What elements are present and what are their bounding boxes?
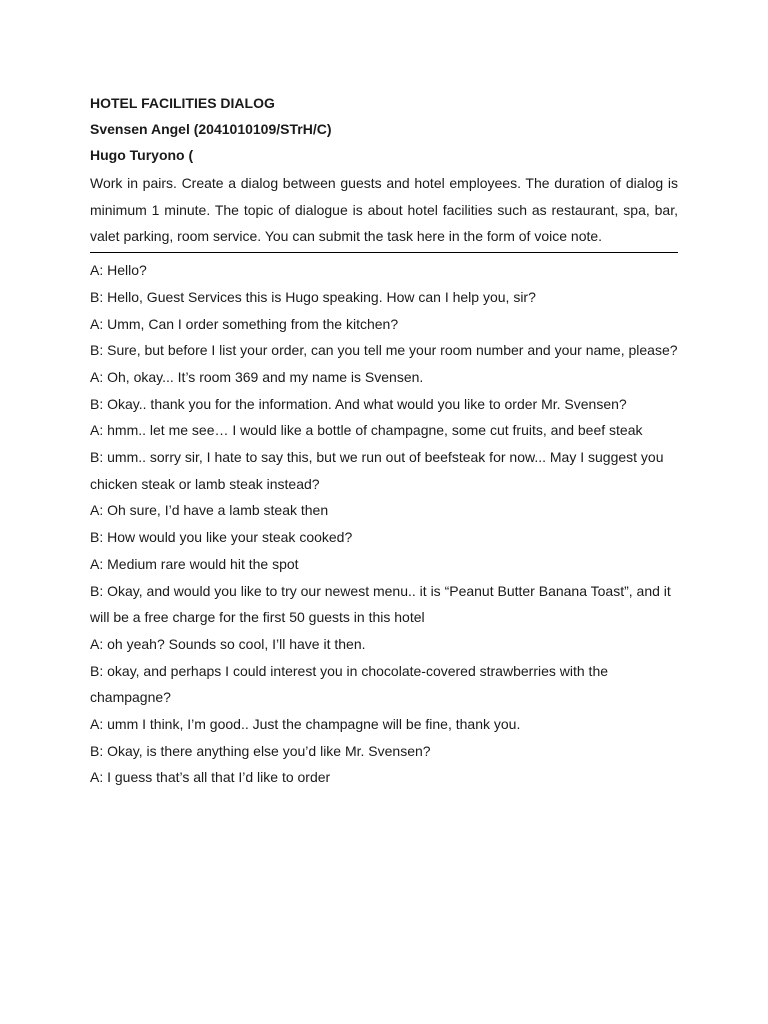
dialog-line: A: Oh sure, I’d have a lamb steak then [90, 502, 329, 519]
dialog-line: A: oh yeah? Sounds so cool, I’ll have it then. [90, 635, 366, 652]
author-line-1: Svensen Angel (2041010109/STrH/C) [90, 121, 332, 137]
dialog-line: B: Okay.. thank you for the information. And what would you like to order Mr. Svensen? [90, 395, 627, 412]
dialog-line: A: Oh, okay... It’s room 369 and my name is Svensen. [90, 368, 424, 385]
dialog-line: B: Okay, and would you like to try our newest menu.. it is “Peanut Butter Banana Toast”, and it will be a free charge for the first 50 guests in this hotel [90, 582, 671, 626]
dialog-line: A: hmm.. let me see… I would like a bottle of champagne, some cut fruits, and beef steak [90, 422, 643, 439]
task-instructions: Work in pairs. Create a dialog between guests and hotel employees. The duration of dialog is minimum 1 minute. The topic of dialogue is about hotel facilities such as restaurant, spa, bar, valet parking, room service. You can submit the task here in the form of voice note. [90, 170, 678, 253]
document-title: HOTEL FACILITIES DIALOG [90, 95, 275, 111]
dialog-line: A: Hello? [90, 262, 147, 279]
dialog-line: B: Sure, but before I list your order, can you tell me your room number and your name, please? [90, 342, 678, 359]
dialog-line: B: Hello, Guest Services this is Hugo speaking. How can I help you, sir? [90, 288, 536, 305]
dialog-line: B: okay, and perhaps I could interest you in chocolate-covered strawberries with the champagne? [90, 662, 609, 706]
dialog-line: A: Umm, Can I order something from the kitchen? [90, 315, 399, 332]
document-page [90, 90, 678, 791]
dialog-line: B: Okay, is there anything else you’d like Mr. Svensen? [90, 742, 431, 759]
dialog-line: B: umm.. sorry sir, I hate to say this, but we run out of beefsteak for now... May I suggest you chicken steak or lamb steak instead? [90, 449, 664, 492]
dialog-line: A: Medium rare would hit the spot [90, 555, 299, 572]
dialog-line: A: I guess that’s all that I’d like to order [90, 769, 331, 786]
dialog-line: B: How would you like your steak cooked? [90, 529, 353, 546]
author-line-2: Hugo Turyono ( [90, 147, 194, 163]
dialog-body [90, 257, 678, 791]
dialog-line: A: umm I think, I’m good.. Just the champagne will be fine, thank you. [90, 716, 521, 733]
